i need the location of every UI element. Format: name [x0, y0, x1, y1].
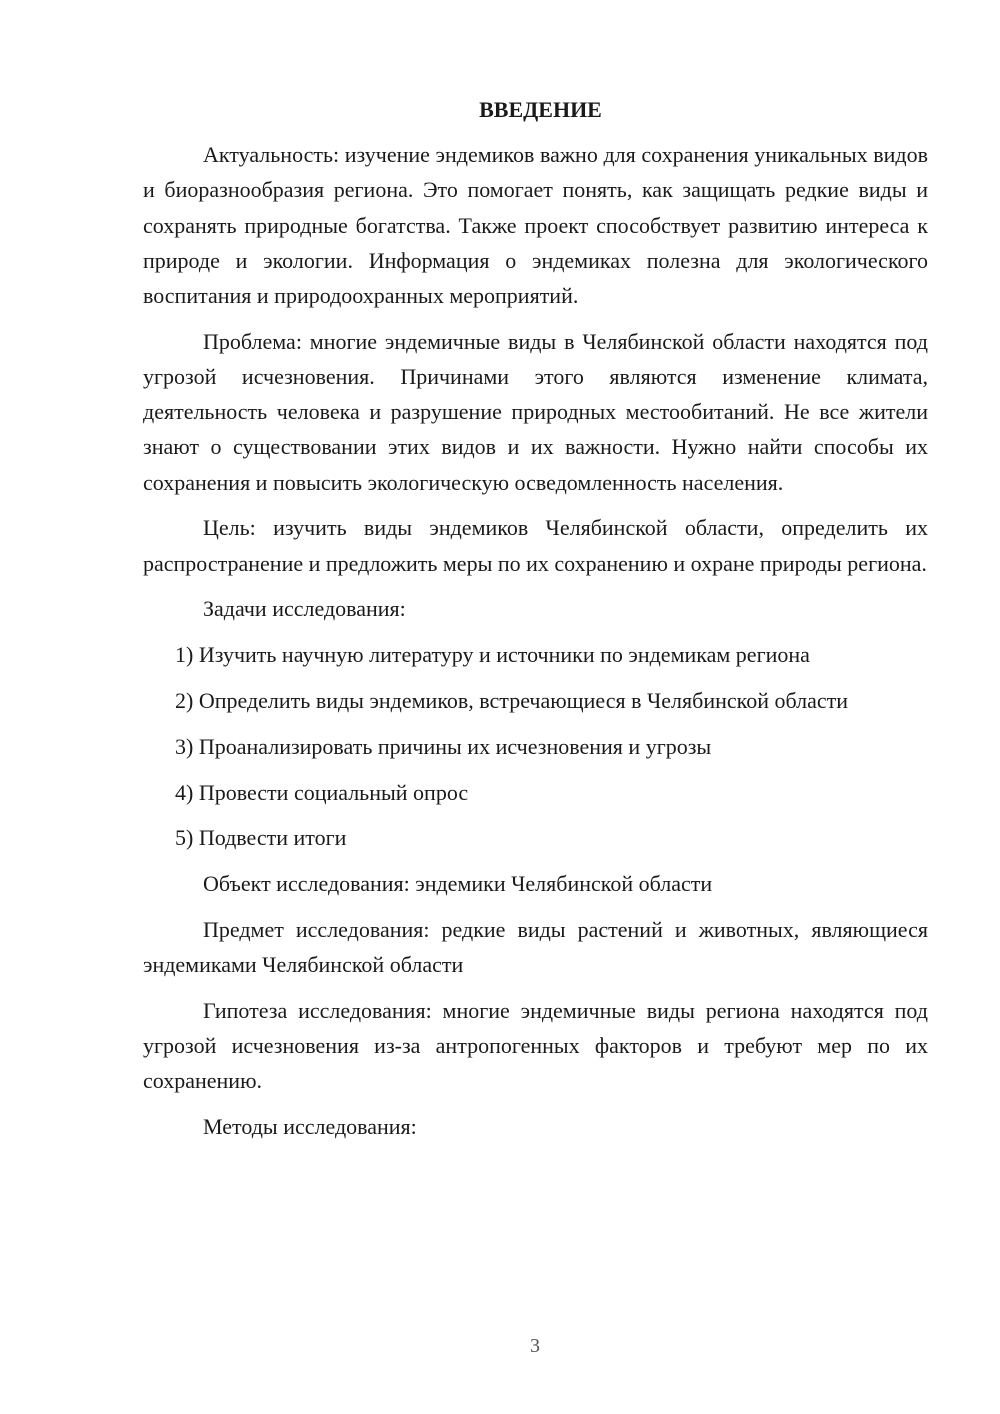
- page-number: 3: [530, 1335, 540, 1357]
- task-item-2: 2) Определить виды эндемиков, встречающиеся в Челябинской области: [175, 688, 849, 714]
- task-item-3: 3) Проанализировать причины их исчезновения и угрозы: [175, 733, 712, 759]
- paragraph-goal: Цель: изучить виды эндемиков Челябинской области, определить их распространение и предложить меры по их сохранению и охране природы региона.: [143, 515, 928, 576]
- paragraph-methods: Методы исследования:: [203, 1114, 417, 1140]
- page-title: ВВЕДЕНИЕ: [479, 97, 602, 122]
- paragraph-tasks-heading: Задачи исследования:: [203, 596, 406, 622]
- task-item-1: 1) Изучить научную литературу и источники по эндемикам региона: [175, 642, 810, 668]
- task-item-4: 4) Провести социальный опрос: [175, 779, 469, 805]
- paragraph-object: Объект исследования: эндемики Челябинской области: [203, 871, 713, 897]
- paragraph-subject: Предмет исследования: редкие виды растений и животных, являющиеся эндемиками Челябинской области: [143, 917, 928, 978]
- document-page: [143, 92, 928, 1155]
- paragraph-relevance: Актуальность: изучение эндемиков важно для сохранения уникальных видов и биоразнообразия региона. Это помогает понять, как защищать редкие виды и сохранять природные богатства. Также проект способствует развитию интереса к природе и экологии. Информация о эндемиках полезна для экологического воспитания и природоохранных мероприятий.: [143, 142, 928, 309]
- task-item-5: 5) Подвести итоги: [175, 825, 347, 851]
- paragraph-hypothesis: Гипотеза исследования: многие эндемичные виды региона находятся под угрозой исчезновения из-за антропогенных факторов и требуют мер по их сохранению.: [143, 998, 928, 1094]
- paragraph-problem: Проблема: многие эндемичные виды в Челябинской области находятся под угрозой исчезновения. Причинами этого являются изменение климата, деятельность человека и разрушение природных местообитаний. Не все жители знают о существовании этих видов и их важности. Нужно найти способы их сохранения и повысить экологическую осведомленность населения.: [143, 328, 928, 495]
